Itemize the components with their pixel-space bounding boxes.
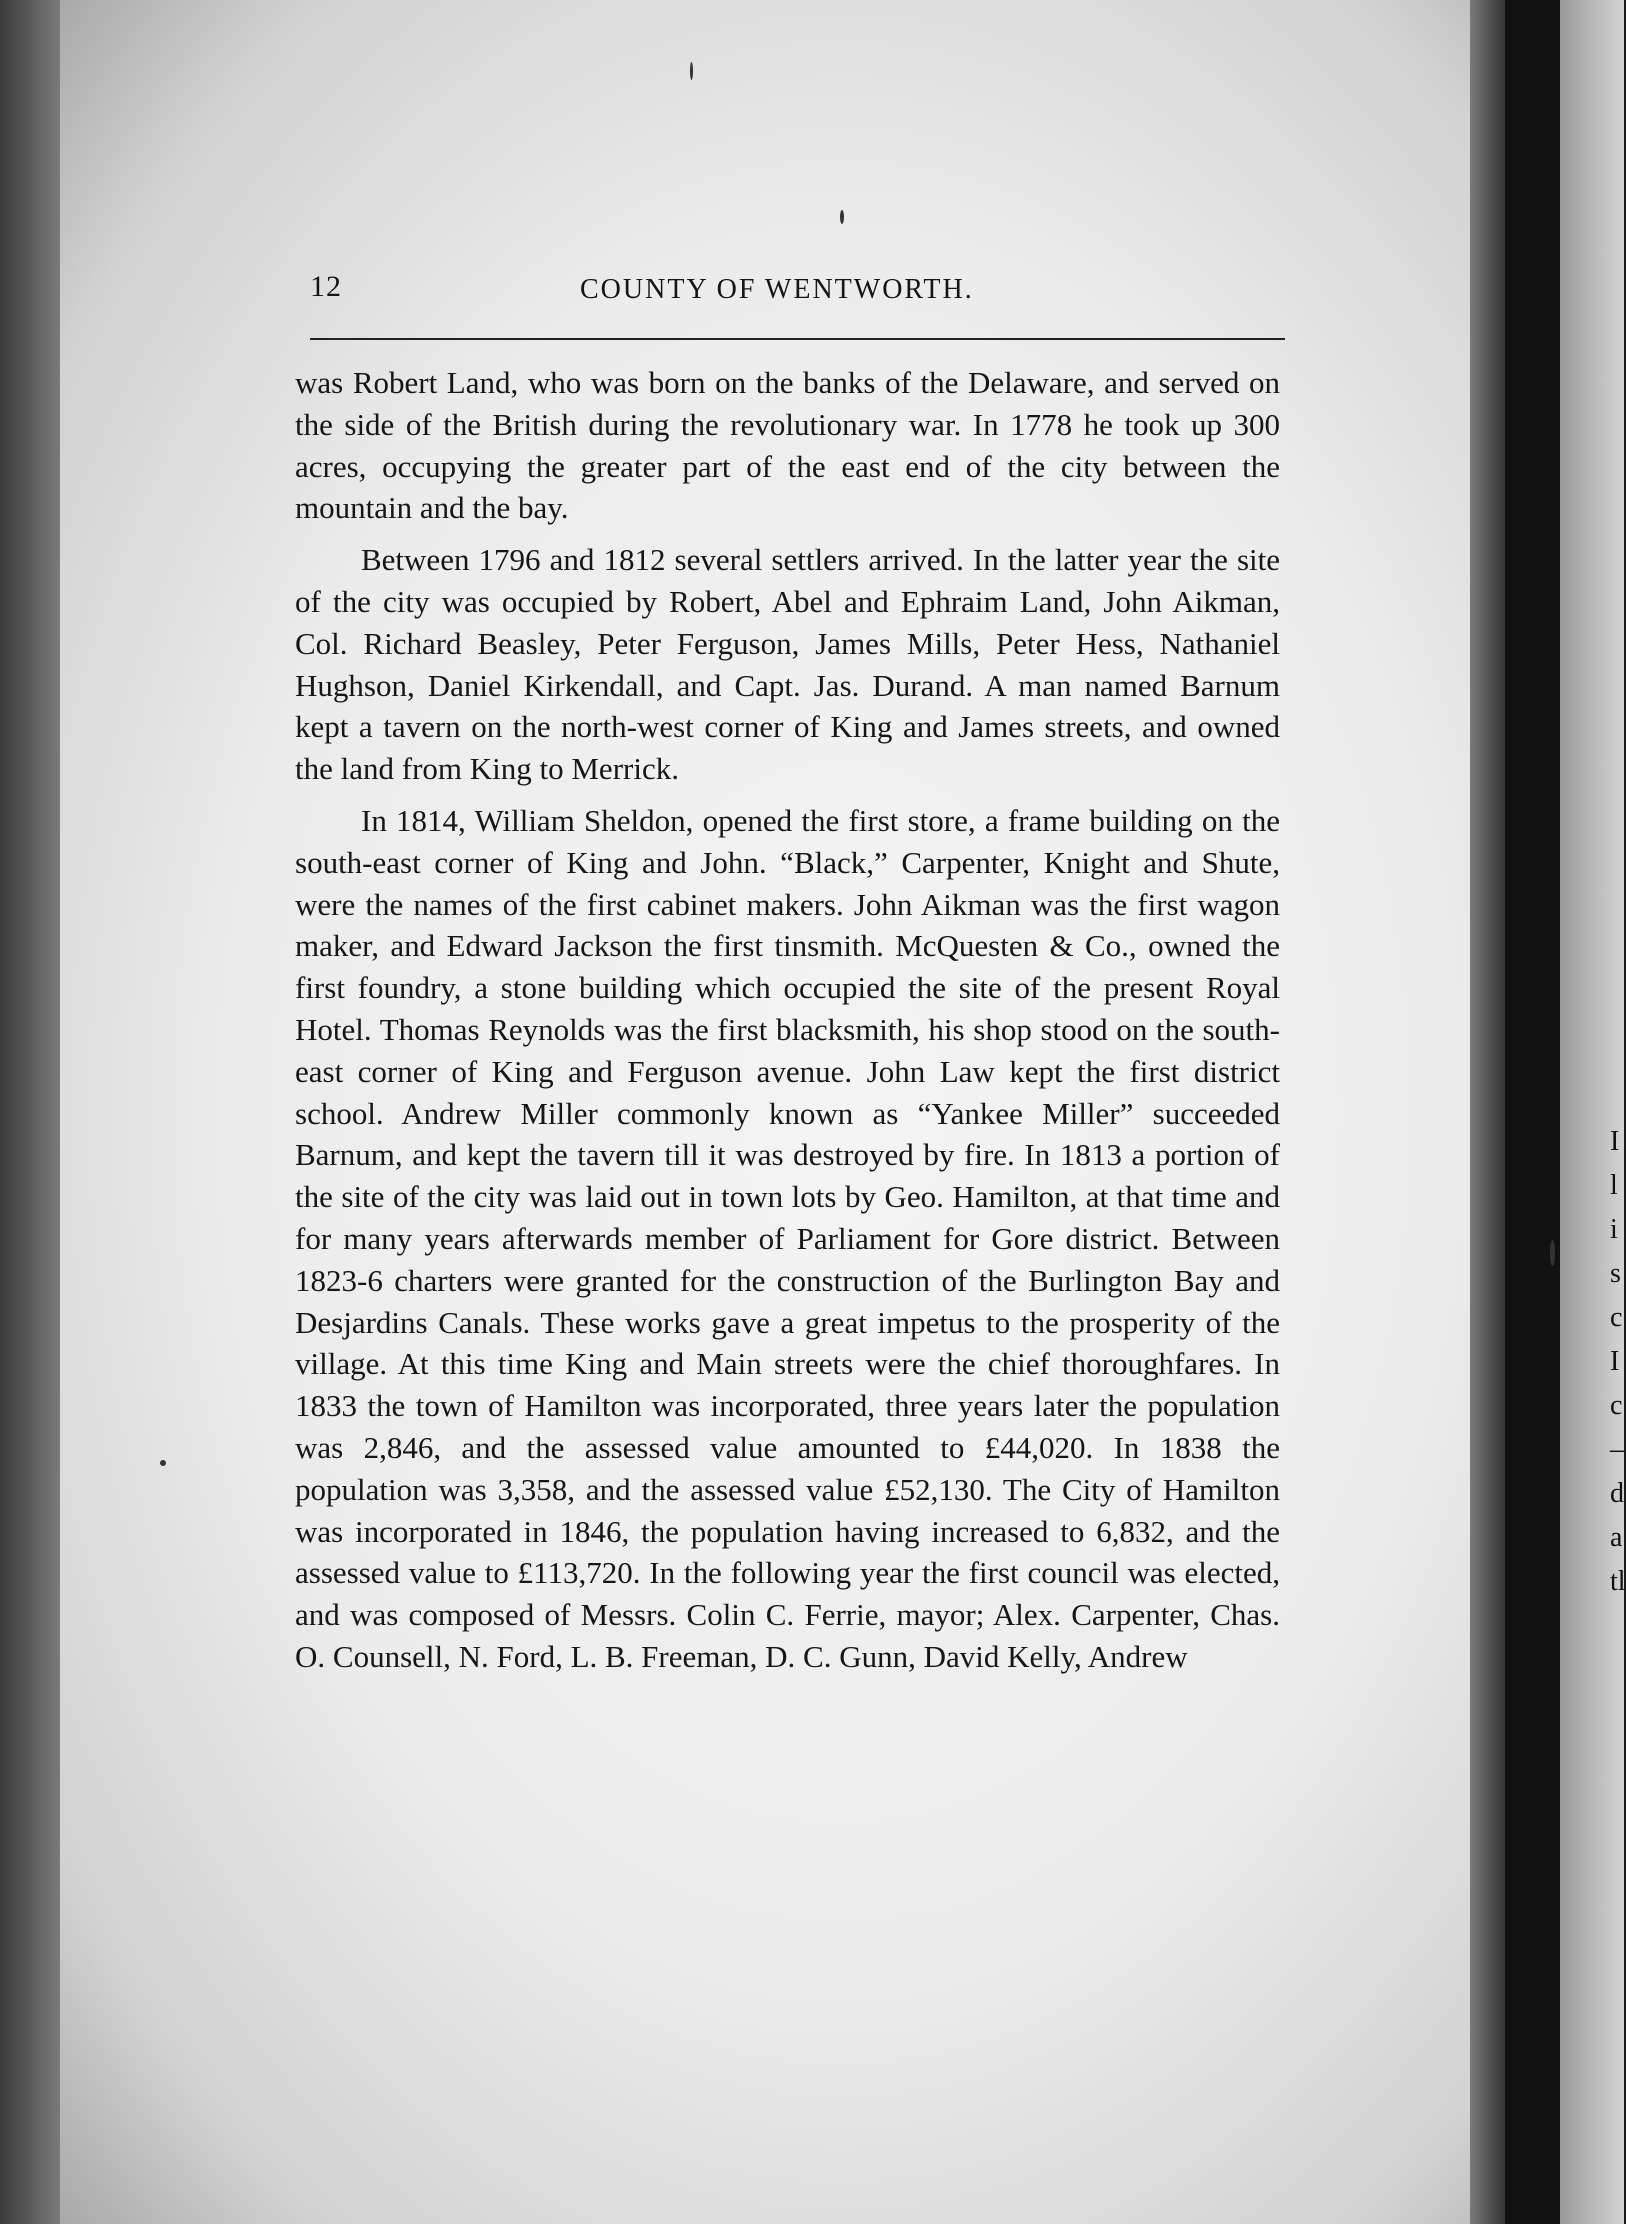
scan-speck: [1550, 1240, 1555, 1266]
gutter-shadow: [1505, 0, 1565, 2224]
adjacent-page-edge: [1560, 0, 1624, 2224]
page-gutter: [1470, 0, 1510, 2224]
scan-speck: [690, 62, 693, 80]
body-text: [295, 362, 1280, 1688]
adjacent-letter: i: [1610, 1214, 1618, 1245]
adjacent-letter: d: [1610, 1478, 1624, 1509]
paragraph: was Robert Land, who was born on the banks of the Delaware, and served on the side of the British during the revolutionary war. In 1778 he took up 300 acres, occupying the greater part of the east end of the city between the mountain and the bay.: [295, 365, 1280, 526]
adjacent-page-text: [1610, 1120, 1624, 1604]
adjacent-letter: a: [1610, 1522, 1623, 1553]
paragraph: In 1814, William Sheldon, opened the first store, a frame building on the south-east corner of King and John. “Black,” Carpenter, Knight and Shute, were the names of the first cabinet makers. John Aikman was the first wagon maker, and Edward Jackson the first tinsmith. McQuesten & Co., owned the first foundry, a stone building which occupied the site of the present Royal Hotel. Thomas Reynolds was the first blacksmith, his shop stood on the south-east corner of King and Ferguson avenue. John Law kept the first district school. Andrew Miller commonly known as “Yankee Miller” succeeded Barnum, and kept the tavern till it was destroyed by fire. In 1813 a portion of the site of the city was laid out in town lots by Geo. Hamilton, at that time and for many years afterwards member of Parliament for Gore district. Between 1823-6 charters were granted for the construction of the Burlington Bay and Desjardins Canals. These works gave a great impetus to the prosperity of the village. At this time King and Main streets were the chief thoroughfares. In 1833 the town of Hamilton was incorporated, three years later the population was 2,846, and the assessed value amounted to £44,020. In 1838 the population was 3,358, and the assessed value £52,130. The City of Hamilton was incorporated in 1846, the population having increased to 6,832, and the assessed value to £113,720. In the following year the first council was elected, and was composed of Messrs. Colin C. Ferrie, mayor; Alex. Carpenter, Chas. O. Counsell, N. Ford, L. B. Freeman, D. C. Gunn, David Kelly, Andrew: [295, 802, 1280, 1674]
scan-speck: [840, 210, 844, 224]
running-head: COUNTY OF WENTWORTH.: [580, 274, 974, 305]
adjacent-letter: tl: [1610, 1566, 1626, 1597]
page-number: 12: [310, 270, 342, 303]
adjacent-letter: s: [1610, 1258, 1621, 1289]
scan-speck: [160, 1460, 166, 1466]
header-rule: [310, 338, 1285, 340]
adjacent-letter: I: [1610, 1346, 1620, 1377]
adjacent-letter: c: [1610, 1390, 1623, 1421]
paragraph: Between 1796 and 1812 several settlers arrived. In the latter year the site of the city was occupied by Robert, Abel and Ephraim Land, John Aikman, Col. Richard Beasley, Peter Ferguson, James Mills, Peter Hess, Nathaniel Hughson, Daniel Kirkendall, and Capt. Jas. Durand. A man named Barnum kept a tavern on the north-west corner of King and James streets, and owned the land from King to Merrick.: [295, 542, 1280, 787]
adjacent-letter: I: [1610, 1126, 1620, 1157]
adjacent-letter: –: [1610, 1434, 1624, 1465]
page-header: [300, 262, 1290, 312]
adjacent-letter: c: [1610, 1302, 1623, 1333]
adjacent-letter: l: [1610, 1170, 1618, 1201]
